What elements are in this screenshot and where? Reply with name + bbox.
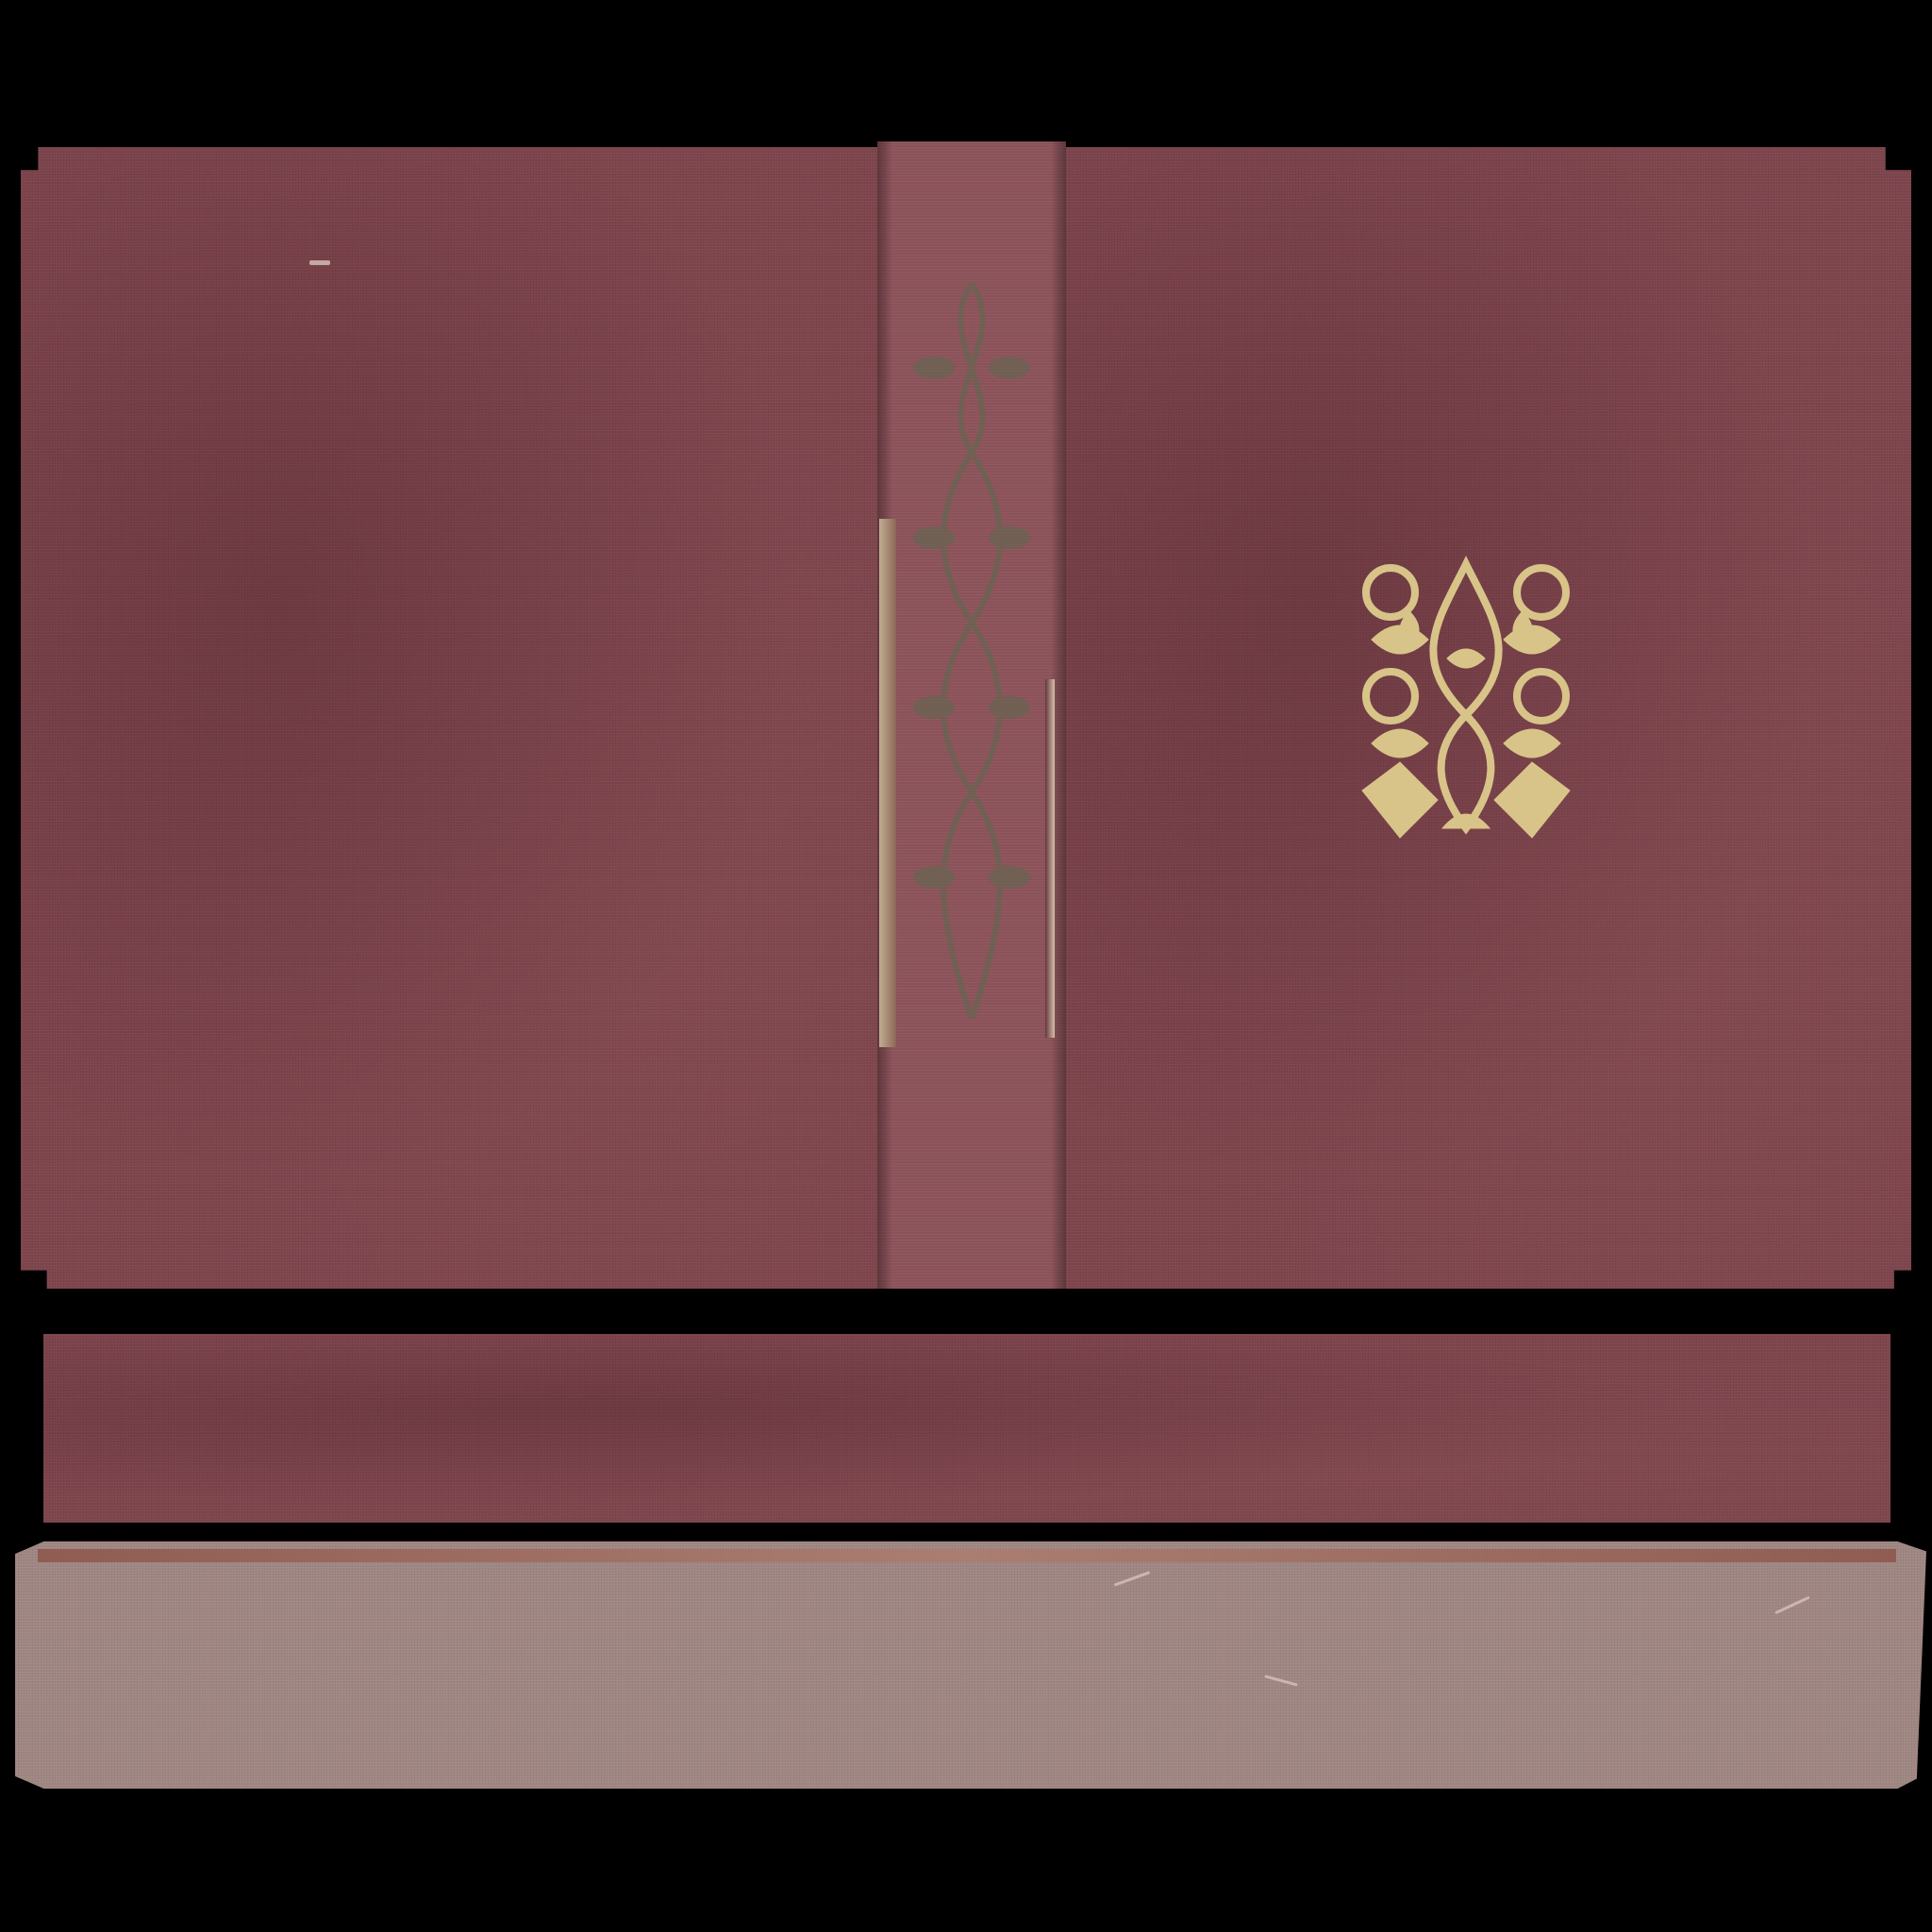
fore-edge-rust <box>38 1549 1896 1562</box>
spine-wear-left <box>879 519 896 1047</box>
fore-edge-strip <box>15 1541 1926 1789</box>
scuff-mark <box>309 260 330 265</box>
gilt-floral-ornament-icon <box>1353 555 1579 841</box>
cover-edge-strip <box>43 1334 1890 1523</box>
cover-ornament <box>1353 555 1579 841</box>
floral-vine-icon <box>896 283 1047 1019</box>
back-cover <box>21 147 889 1289</box>
